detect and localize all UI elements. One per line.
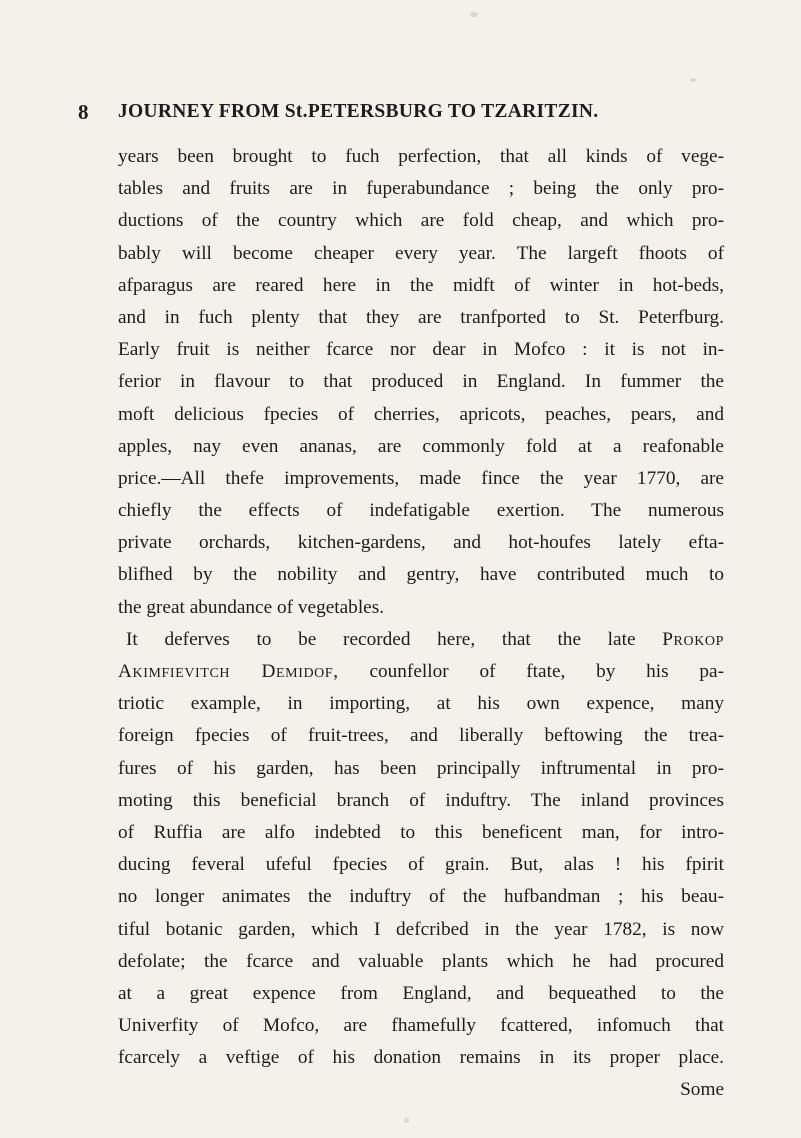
text-line: of Ruffia are alfo indebted to this beneficent man, for intro- xyxy=(118,821,724,843)
text-line: private orchards, kitchen-gardens, and hot-houfes lately efta- xyxy=(118,532,724,554)
text-line: fures of his garden, has been principally inftrumental in pro- xyxy=(118,757,724,779)
text-line: defolate; the fcarce and valuable plants which he had procured xyxy=(118,950,724,972)
text-run: counfellor of ftate, by his pa- xyxy=(369,661,724,682)
text-line: years been brought to fuch perfection, that all kinds of vege- xyxy=(118,146,724,167)
text-line: ferior in flavour to that produced in England. In fummer the xyxy=(118,371,724,393)
text-line: price.—All thefe improvements, made fince the year 1770, are xyxy=(118,467,724,489)
running-head xyxy=(78,100,738,130)
person-name-part: Akimfievitch Demidof, xyxy=(118,661,339,682)
text-line: tables and fruits are in fuperabundance ; being the only pro- xyxy=(118,178,724,200)
paper-blemish xyxy=(690,78,696,82)
text-line: ductions of the country which are fold cheap, and which pro- xyxy=(118,210,724,232)
text-line: apples, nay even ananas, are commonly fold at a reafonable xyxy=(118,435,724,457)
paragraph-2-second-line xyxy=(118,656,724,688)
person-name-part: Prokop xyxy=(662,628,724,650)
text-line: blifhed by the nobility and gentry, have contributed much to xyxy=(118,564,724,586)
text-line: foreign fpecies of fruit-trees, and liberally beftowing the trea- xyxy=(118,725,724,747)
text-line: moft delicious fpecies of cherries, apricots, peaches, pears, and xyxy=(118,403,724,425)
text-line: bably will become cheaper every year. The largeft fhoots of xyxy=(118,242,724,264)
text-line: and in fuch plenty that they are tranfported to St. Peterfburg. xyxy=(118,306,724,328)
text-line: chiefly the effects of indefatigable exertion. The numerous xyxy=(118,500,724,522)
text-line: Univerfity of Mofco, are fhamefully fcattered, infomuch that xyxy=(118,1015,724,1037)
paragraph-2-first-line xyxy=(118,624,724,656)
text-line: the great abundance of vegetables. xyxy=(118,596,385,618)
text-line: ducing feveral ufeful fpecies of grain. But, alas ! his fpirit xyxy=(118,854,724,876)
text-line: at a great expence from England, and bequeathed to the xyxy=(118,982,724,1004)
text-line: fcarcely a veftige of his donation remains in its proper place. xyxy=(118,1047,724,1069)
running-title: JOURNEY FROM St.PETERSBURG TO TZARITZIN. xyxy=(118,101,599,122)
text-line: tiful botanic garden, which I defcribed in the year 1782, is now xyxy=(118,918,724,940)
paper-blemish xyxy=(470,12,478,17)
catchword: Some xyxy=(680,1079,724,1101)
text-line: no longer animates the induftry of the hufbandman ; his beau- xyxy=(118,886,724,908)
text-line: moting this beneficial branch of induftry. The inland provinces xyxy=(118,789,724,811)
text-line: Early fruit is neither fcarce nor dear in Mofco : it is not in- xyxy=(118,339,724,361)
paper-blemish xyxy=(404,1118,409,1123)
text-run: It deferves to be recorded here, that the late xyxy=(126,628,636,650)
text-line: triotic example, in importing, at his own expence, many xyxy=(118,693,724,715)
text-line: afparagus are reared here in the midft of winter in hot-beds, xyxy=(118,274,724,296)
page-number: 8 xyxy=(78,100,89,124)
body-text xyxy=(118,141,724,1107)
